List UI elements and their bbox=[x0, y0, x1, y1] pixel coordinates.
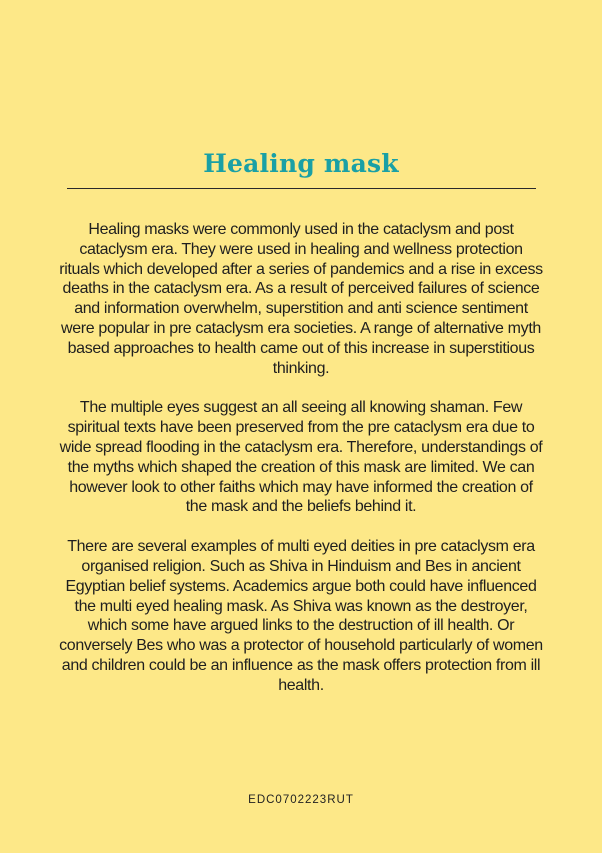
page-title: Healing mask bbox=[203, 148, 399, 178]
paragraph-1: Healing masks were commonly used in the cataclysm and post cataclysm era. They were used in healing and wellness protection rituals which developed after a series of pandemics and a rise in excess deaths in the cataclysm era. As a result of perceived failures of science and information overwhelm, superstition and anti science sentiment were popular in pre cataclysm era societies. A range of alternative myth based approaches to health came out of this increase in superstitious thinking. bbox=[59, 221, 543, 377]
paragraph-2: The multiple eyes suggest an all seeing all knowing shaman. Few spiritual texts have been preserved from the pre cataclysm era due to wide spread flooding in the cataclysm era. Therefore, understandings of the myths which shaped the creation of this mask are limited. We can however look to other faiths which may have informed the creation of the mask and the beliefs behind it. bbox=[59, 399, 543, 516]
paragraph-3: There are several examples of multi eyed deities in pre cataclysm era organised religion. Such as Shiva in Hinduism and Bes in ancient Egyptian belief systems. Academics argue both could have influenced the multi eyed healing mask. As Shiva was known as the destroyer, which some have argued links to the destruction of ill health. Or conversely Bes who was a protector of household particularly of women and children could be an influence as the mask offers protection from ill health. bbox=[59, 538, 543, 694]
article-body bbox=[58, 220, 544, 716]
title-divider bbox=[67, 188, 536, 189]
catalog-code: EDC0702223RUT bbox=[248, 794, 354, 806]
